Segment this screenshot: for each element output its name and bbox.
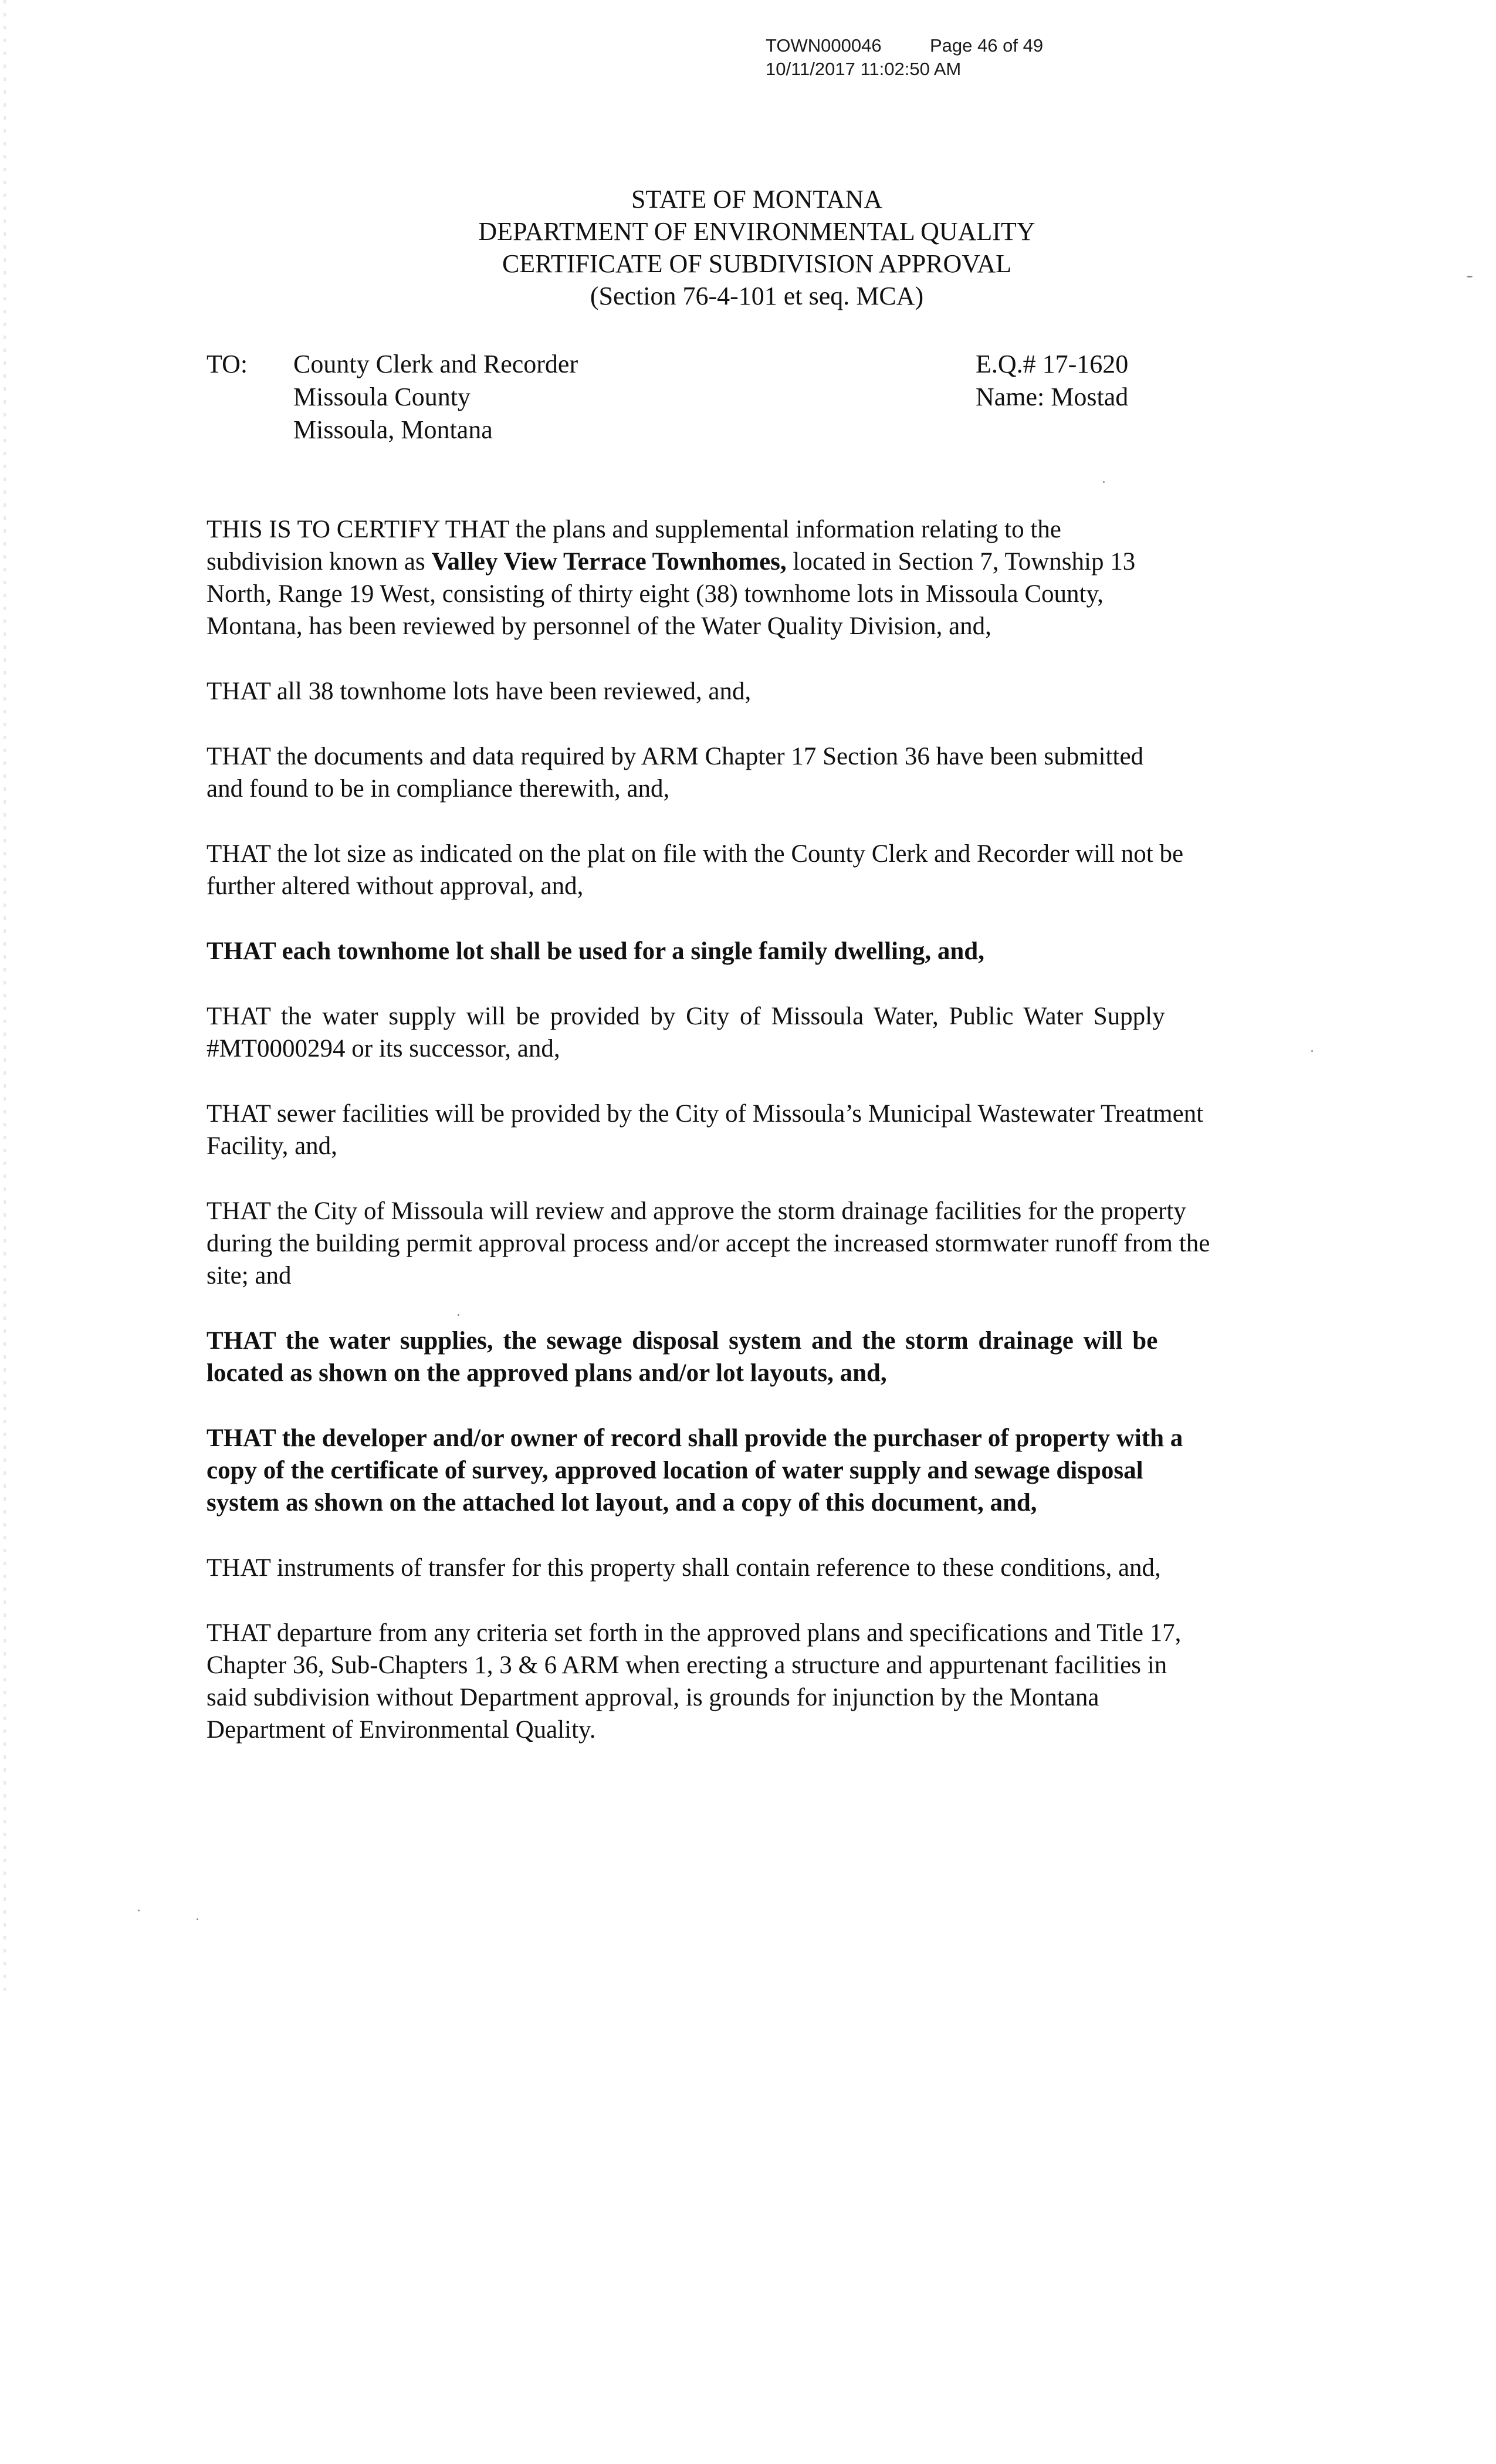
eq-number: E.Q.# 17-1620: [976, 350, 1129, 378]
title-statute: (Section 76-4-101 et seq. MCA): [590, 282, 924, 310]
paragraph-locations: [207, 1325, 1312, 1389]
paragraph-single-family: [207, 935, 1312, 967]
text-line: said subdivision without Department approval, is grounds for injunction by the Montana: [207, 1684, 1099, 1711]
recipient-city: Missoula, Montana: [293, 415, 493, 444]
text-line: further altered without approval, and,: [207, 872, 584, 900]
text-line: THAT departure from any criteria set forth in the approved plans and specifications and Title 17,: [207, 1619, 1182, 1647]
text-line: Chapter 36, Sub-Chapters 1, 3 & 6 ARM when erecting a structure and appurtenant facilities in: [207, 1651, 1167, 1679]
text-line: and found to be in compliance therewith, and,: [207, 775, 670, 803]
paragraph-documents: [207, 740, 1312, 805]
text-line: THAT the lot size as indicated on the plat on file with the County Clerk and Recorder will not be: [207, 840, 1184, 868]
recipient-office: County Clerk and Recorder: [293, 350, 578, 378]
certificate-body: [207, 513, 1312, 1779]
title-state: STATE OF MONTANA: [631, 185, 883, 214]
text-line: THIS IS TO CERTIFY THAT the plans and supplemental information relating to the: [207, 516, 1061, 543]
text-line: Department of Environmental Quality.: [207, 1716, 596, 1744]
text-line: THAT sewer facilities will be provided by the City of Missoula’s Municipal Wastewater Treatment: [207, 1100, 1204, 1128]
reference-block: [976, 348, 1128, 414]
paragraph-departure: [207, 1617, 1312, 1746]
text-line: THAT all 38 townhome lots have been reviewed, and,: [207, 678, 752, 705]
text-line: North, Range 19 West, consisting of thirty eight (38) townhome lots in Missoula County,: [207, 580, 1104, 608]
paragraph-sewer: [207, 1098, 1312, 1162]
scan-speck: [1311, 1050, 1313, 1052]
text-line: Facility, and,: [207, 1132, 337, 1160]
title-department: DEPARTMENT OF ENVIRONMENTAL QUALITY: [478, 217, 1035, 246]
text-line: copy of the certificate of survey, approved location of water supply and sewage disposal: [207, 1457, 1143, 1484]
paragraph-lots-reviewed: [207, 675, 1312, 708]
title-certificate: CERTIFICATE OF SUBDIVISION APPROVAL: [502, 249, 1012, 278]
text-line: Montana, has been reviewed by personnel of the Water Quality Division, and,: [207, 612, 991, 640]
text-segment: located in Section 7, Township 13: [786, 548, 1136, 576]
page-indicator: Page 46 of 49: [930, 35, 1044, 56]
text-line: THAT instruments of transfer for this property shall contain reference to these conditions, and,: [207, 1554, 1161, 1582]
subdivision-name: Valley View Terrace Townhomes,: [431, 548, 787, 576]
stamp-timestamp: 10/11/2017 11:02:50 AM: [766, 59, 962, 79]
scan-speck: [138, 1910, 140, 1911]
text-line: THAT each townhome lot shall be used for a single family dwelling, and,: [207, 937, 984, 965]
bates-number: TOWN000046: [766, 35, 882, 56]
recipient-address: [293, 348, 578, 446]
paragraph-storm-drainage: [207, 1195, 1312, 1292]
text-line: [207, 546, 1312, 578]
recipient-label: TO:: [207, 350, 248, 378]
stamp-row: [766, 34, 1043, 57]
applicant-name: Name: Mostad: [976, 383, 1129, 411]
text-line: site; and: [207, 1262, 292, 1289]
text-line: THAT the water supply will be provided by City of Missoula Water, Public Water Supply: [207, 1003, 1165, 1030]
paragraph-water-supply: [207, 1000, 1312, 1065]
text-line: THAT the water supplies, the sewage disposal system and the storm drainage will be: [207, 1327, 1158, 1355]
paragraph-transfer: [207, 1552, 1312, 1584]
text-line: #MT0000294 or its successor, and,: [207, 1035, 560, 1062]
text-segment: subdivision known as: [207, 548, 432, 576]
text-line: system as shown on the attached lot layout, and a copy of this document, and,: [207, 1489, 1037, 1517]
text-line: THAT the City of Missoula will review and approve the storm drainage facilities for the property: [207, 1197, 1186, 1225]
scan-speck: [1103, 481, 1105, 483]
scan-speck: [458, 1314, 459, 1316]
document-stamp: [766, 34, 1043, 81]
text-line: located as shown on the approved plans and/or lot layouts, and,: [207, 1359, 887, 1387]
scan-speck: [1467, 276, 1473, 277]
text-line: THAT the developer and/or owner of record shall provide the purchaser of property with a: [207, 1424, 1183, 1452]
recipient-county: Missoula County: [293, 383, 471, 411]
paragraph-lot-size: [207, 838, 1312, 902]
paragraph-certify: [207, 513, 1312, 642]
paragraph-purchaser-copy: [207, 1422, 1312, 1519]
text-line: THAT the documents and data required by ARM Chapter 17 Section 36 have been submitted: [207, 743, 1144, 770]
scan-speck: [197, 1918, 198, 1920]
text-line: during the building permit approval process and/or accept the increased stormwater runoff from the: [207, 1230, 1210, 1257]
certificate-title: [0, 183, 1496, 312]
